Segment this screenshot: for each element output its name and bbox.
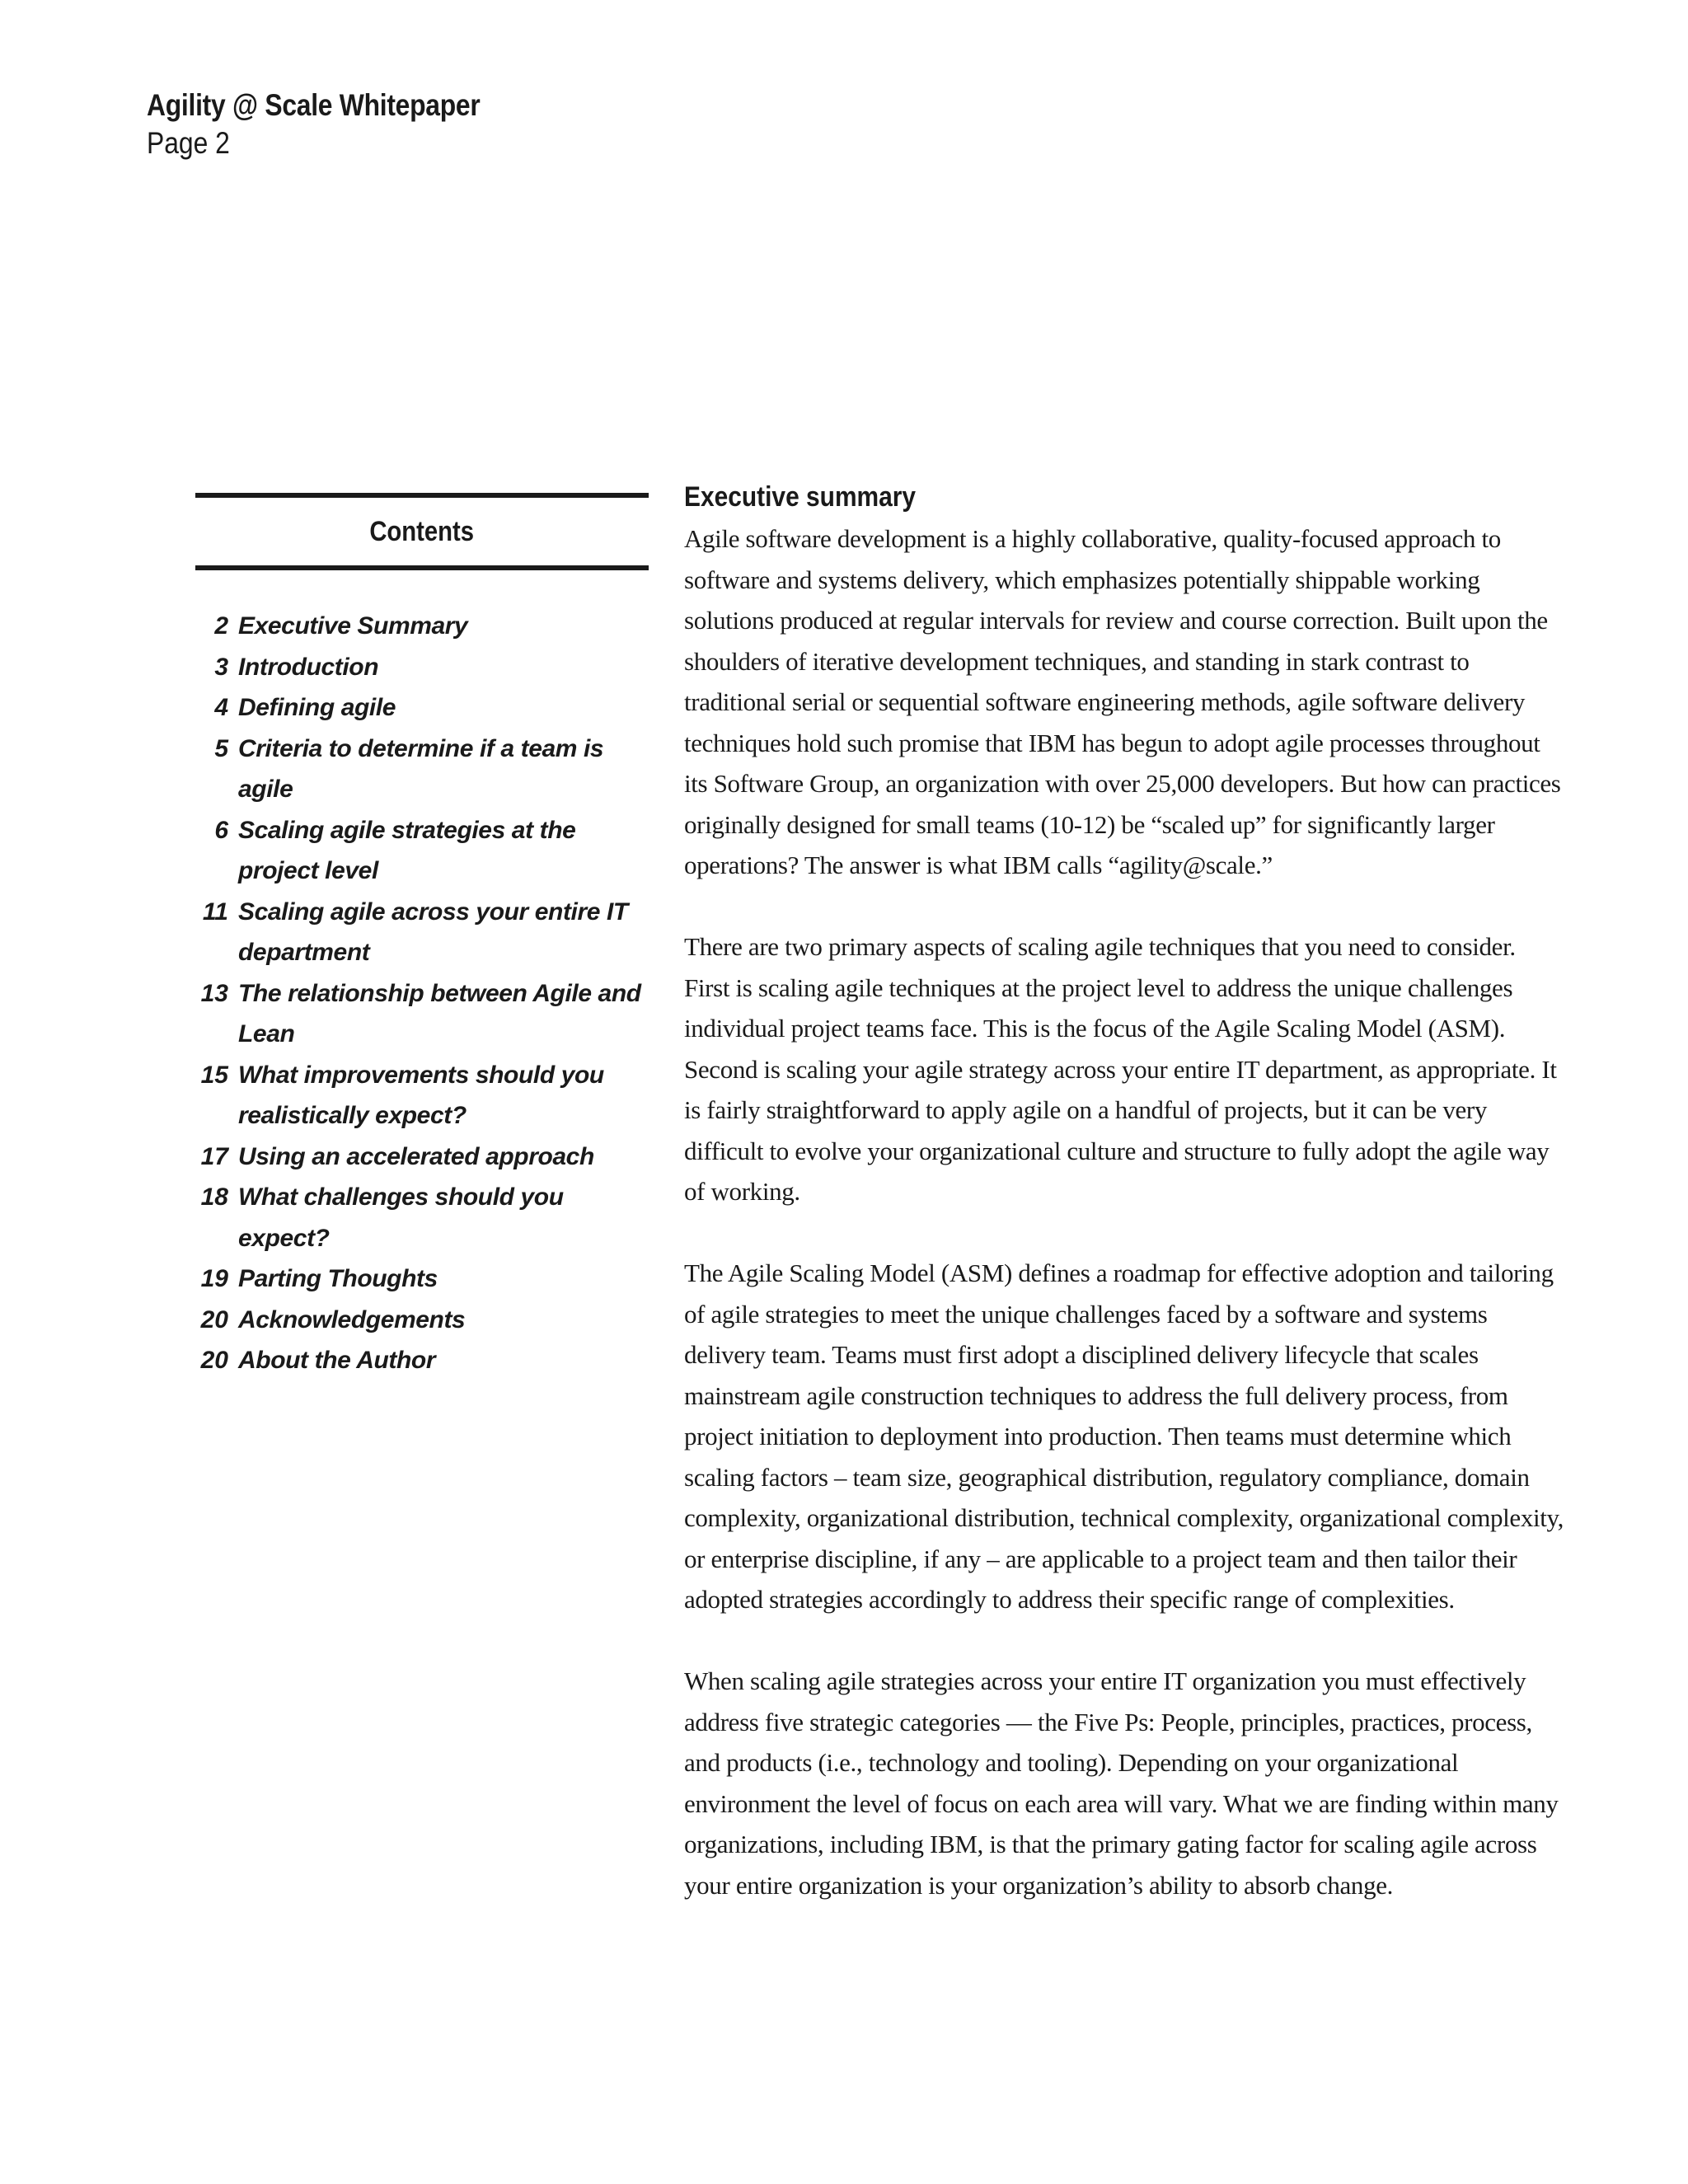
contents-list — [195, 606, 649, 1381]
toc-page-number: 20 — [200, 1305, 228, 1333]
toc-label: Criteria to determine if a team is agile — [238, 734, 604, 803]
toc-page-number: 4 — [214, 694, 228, 721]
toc-page-number: 11 — [202, 898, 228, 926]
toc-item-scaling-project-level[interactable] — [195, 810, 649, 892]
toc-page-number: 17 — [200, 1142, 228, 1170]
toc-label: Parting Thoughts — [238, 1265, 438, 1292]
toc-item-executive-summary[interactable] — [195, 606, 649, 647]
body-paragraph: When scaling agile strategies across your entire IT organization you must effectively address five strategic categories — the Five Ps: People, principles, practices, process, and products (i.e., technology and tooling). Depending on your organizational environment the level of focus on each area will vary. What we are finding within many organizations, including IBM, is that the primary gating factor for scaling agile across your entire organization is your organization’s ability to absorb change. — [684, 1666, 1559, 1900]
body-paragraph: Agile software development is a highly collaborative, quality-focused approach to software and systems delivery, which emphasizes potentially shippable working solutions produced at regular intervals for review and course correction. Built upon the shoulders of iterative development techniques, and standing in stark contrast to traditional serial or sequential software engineering methods, agile software delivery techniques hold such promise that IBM has begun to adopt agile processes throughout its Software Group, an organization with over 25,000 developers. But how can practices originally designed for small teams (10-12) be “scaled up” for significantly larger operations? The answer is what IBM calls “agility@scale.” — [684, 524, 1561, 879]
contents-bottom-rule — [195, 565, 649, 570]
toc-label: About the Author — [238, 1347, 436, 1374]
toc-label: What challenges should you expect? — [238, 1183, 564, 1252]
toc-label: The relationship between Agile and Lean — [238, 979, 641, 1047]
toc-page-number: 18 — [200, 1183, 228, 1211]
toc-label: Scaling agile strategies at the project level — [238, 816, 576, 884]
toc-label: Acknowledgements — [238, 1305, 466, 1333]
body-paragraph: There are two primary aspects of scaling agile techniques that you need to consider. First is scaling agile techniques at the project level to address the unique challenges individual project teams face. This is the focus of the Agile Scaling Model (ASM). Second is scaling your agile strategy across your entire IT department, as appropriate. It is fairly straightforward to apply agile on a handful of projects, but it can be very difficult to evolve your organizational culture and structure to fully adopt the agile way of working. — [684, 932, 1557, 1206]
toc-label: Scaling agile across your entire IT department — [238, 898, 628, 966]
executive-summary-section — [684, 478, 1566, 1947]
toc-item-improvements[interactable] — [195, 1055, 649, 1137]
toc-item-parting-thoughts[interactable] — [195, 1258, 649, 1300]
toc-page-number: 13 — [200, 979, 228, 1007]
toc-item-defining-agile[interactable] — [195, 687, 649, 729]
toc-item-scaling-it-department[interactable] — [195, 892, 649, 973]
toc-page-number: 15 — [200, 1061, 228, 1089]
body-paragraph: The Agile Scaling Model (ASM) defines a roadmap for effective adoption and tailoring of agile strategies to meet the unique challenges faced by a software and systems delivery team. Teams must first adopt a disciplined delivery lifecycle that scales mainstream agile construction techniques to address the full delivery process, from project initiation to deployment into production. Then teams must determine which scaling factors – team size, geographical distribution, regulatory compliance, domain complexity, organizational distribution, technical complexity, organizational complexity, or enterprise discipline, if any – are applicable to a project team and then tailor their adopted strategies accordingly to address their specific range of complexities. — [684, 1258, 1564, 1614]
toc-page-number: 20 — [200, 1347, 228, 1374]
toc-item-accelerated-approach[interactable] — [195, 1137, 649, 1178]
page-number: Page 2 — [147, 126, 230, 160]
toc-label: Executive Summary — [238, 612, 468, 640]
contents-sidebar — [195, 493, 649, 1394]
toc-item-criteria[interactable] — [195, 729, 649, 810]
toc-item-acknowledgements[interactable] — [195, 1300, 649, 1341]
toc-item-about-author[interactable] — [195, 1340, 649, 1381]
toc-label: Defining agile — [238, 694, 396, 721]
toc-page-number: 2 — [214, 612, 228, 640]
document-title: Agility @ Scale Whitepaper — [147, 88, 481, 122]
toc-page-number: 6 — [214, 816, 228, 844]
toc-page-number: 5 — [214, 734, 228, 762]
toc-item-agile-and-lean[interactable] — [195, 973, 649, 1055]
toc-item-challenges[interactable] — [195, 1177, 649, 1258]
toc-page-number: 19 — [200, 1265, 228, 1292]
section-title: Executive summary — [684, 481, 917, 513]
contents-heading: Contents — [369, 515, 475, 547]
toc-item-introduction[interactable] — [195, 647, 649, 688]
toc-label: Using an accelerated approach — [238, 1142, 594, 1170]
toc-page-number: 3 — [214, 653, 228, 681]
toc-label: Introduction — [238, 653, 379, 681]
document-header — [147, 87, 534, 162]
toc-label: What improvements should you realistically expect? — [238, 1061, 604, 1129]
